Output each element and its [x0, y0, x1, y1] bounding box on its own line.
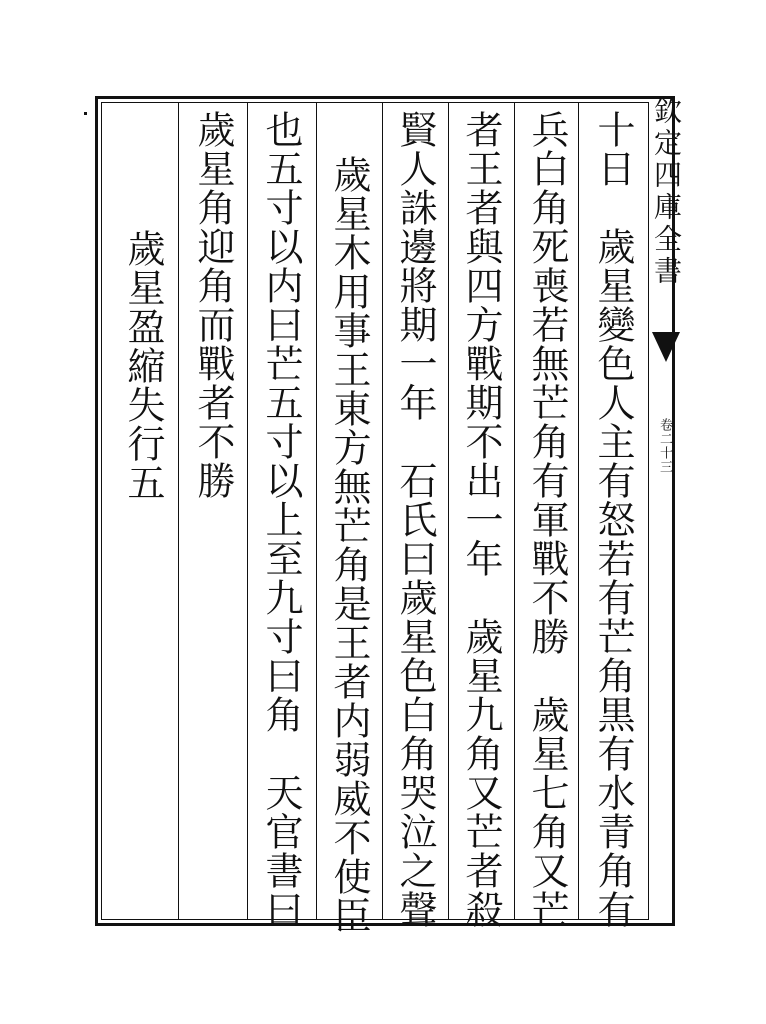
- column-rule: [178, 102, 179, 920]
- text-column-3: 者王者與四方戰期不出一年 歲星九角又芒者殺: [459, 110, 503, 929]
- margin-mark: [84, 112, 87, 115]
- book-title: 欽定四庫全書: [650, 96, 683, 288]
- column-rule: [448, 102, 449, 920]
- column-rule: [578, 102, 579, 920]
- text-column-8: 歲星盈縮失行五: [121, 190, 165, 502]
- text-column-1: 十日 歲星變色人主有怒若有芒角黒有水青角有: [591, 110, 635, 929]
- fishtail-mark: [652, 332, 680, 362]
- text-column-6: 也五寸以内曰芒五寸以上至九寸曰角 天官書曰: [259, 110, 303, 929]
- column-rule: [382, 102, 383, 920]
- text-column-4: 賢人誅邊將期一年 石氏曰歲星色白角哭泣之聲: [393, 110, 437, 929]
- juan-number: 卷二十三: [657, 418, 672, 474]
- column-rule: [247, 102, 248, 920]
- column-rule: [316, 102, 317, 920]
- column-rule: [514, 102, 515, 920]
- text-column-2: 兵白角死喪若無芒角有軍戰不勝 歲星七角又芒: [525, 110, 569, 929]
- text-column-7: 歲星角迎角而戰者不勝: [191, 110, 235, 500]
- text-column-5: 歲星木用事王東方無芒角是王者内弱威不使臣: [327, 155, 371, 935]
